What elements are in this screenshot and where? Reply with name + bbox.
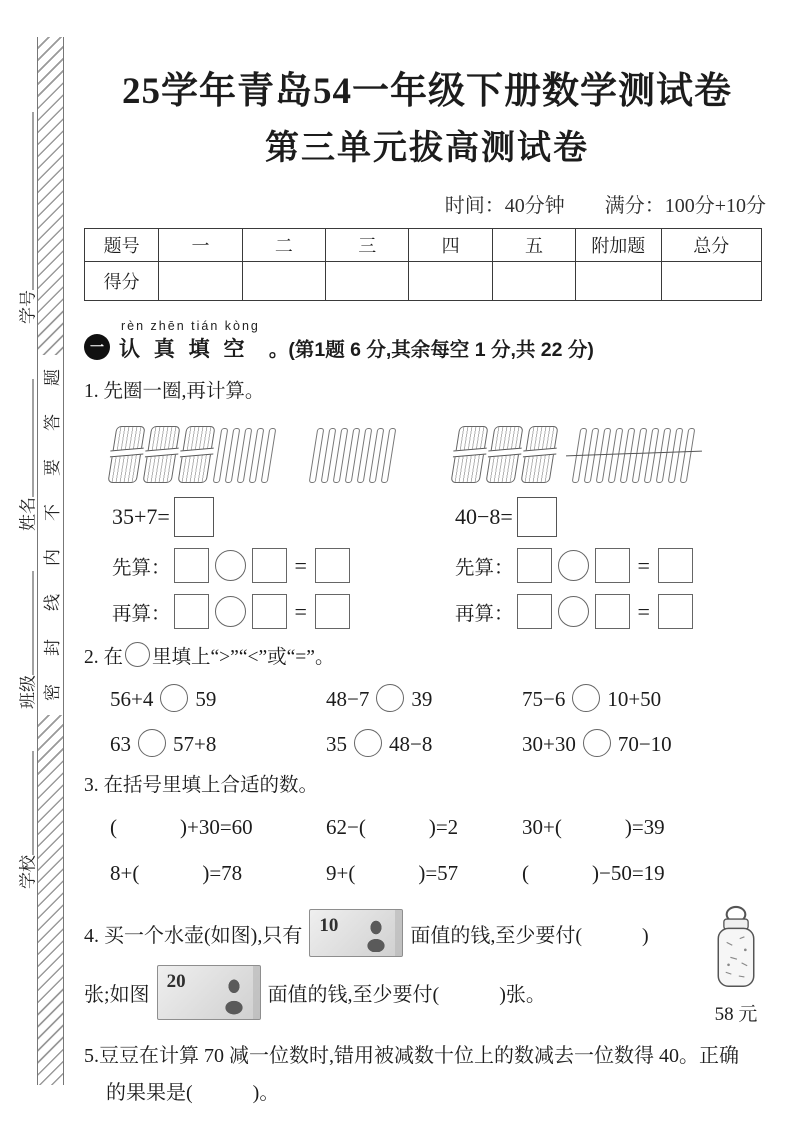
fill-blank-item[interactable]: 62−( )=2 — [326, 815, 459, 839]
kettle-figure — [704, 905, 768, 1026]
compare-right: 10+50 — [607, 687, 662, 711]
compare-left: 35 — [326, 732, 347, 756]
score-table-header: 总分 — [661, 229, 762, 262]
school-field[interactable] — [14, 751, 39, 889]
compare-left: 48−7 — [326, 687, 370, 711]
question-5-text-bold: 果 — [126, 1082, 146, 1104]
score-table-header: 五 — [492, 229, 575, 262]
first-step-label: 先算： — [112, 557, 171, 579]
question-1 — [84, 375, 770, 629]
compare-right: 70−10 — [617, 732, 672, 756]
question-2-items — [84, 684, 770, 757]
question-5-text: 的 — [106, 1082, 126, 1104]
answer-box[interactable] — [517, 497, 557, 537]
expression-40-minus-8: 40−8= — [455, 504, 513, 529]
question-2-label-prefix: 2. 在 — [84, 647, 124, 668]
seal-char: 内 — [43, 549, 62, 566]
first-step-label: 先算： — [455, 557, 514, 579]
seal-char: 线 — [43, 594, 62, 611]
compare-right: 48−8 — [389, 732, 433, 756]
fill-blank-item[interactable]: 9+( )=57 — [326, 861, 459, 885]
question-1-left — [84, 415, 427, 629]
stick-group — [455, 426, 560, 483]
compare-circle[interactable] — [160, 684, 188, 712]
question-5-line-2 — [84, 1075, 770, 1112]
sticks-illustration-right — [427, 415, 770, 483]
answer-box[interactable] — [315, 548, 350, 583]
equals-sign: = — [294, 598, 307, 624]
fill-blank-item[interactable]: 8+( )=78 — [110, 861, 243, 885]
kettle-image — [708, 905, 764, 991]
name-blank[interactable] — [17, 379, 33, 497]
question-5-text-bold: 豆豆在计算 — [99, 1045, 199, 1067]
fill-blank-item[interactable]: ( )+30=60 — [110, 815, 253, 839]
score-table — [84, 228, 762, 301]
question-2 — [84, 641, 770, 757]
page-title: 25学年青岛54一年级下册数学测试卷 — [122, 71, 732, 112]
seal-char: 封 — [43, 639, 62, 656]
score-cell[interactable] — [326, 262, 409, 301]
operand-box[interactable] — [174, 548, 209, 583]
section-1-header — [84, 319, 770, 363]
question-5 — [84, 1038, 770, 1112]
seal-char: 答 — [43, 414, 62, 431]
operator-circle[interactable] — [558, 550, 589, 581]
question-5-number: 5. — [84, 1045, 99, 1067]
question-5-blank[interactable]: 果是( )。 — [146, 1082, 280, 1104]
question-4-text-bold: 如图 — [109, 984, 150, 1006]
question-3-label: 3. 在括号里填上合适的数。 — [84, 775, 319, 796]
question-4-blank[interactable]: 面值的钱,至少要付( )张。 — [267, 984, 546, 1006]
score-table-header: 三 — [326, 229, 409, 262]
equals-sign: = — [637, 598, 650, 624]
operand-box[interactable] — [252, 594, 287, 629]
question-2-label — [84, 641, 770, 669]
section-score-note: 。(第1题 6 分,其余每空 1 分,共 22 分) — [268, 339, 594, 361]
banknote-portrait — [363, 917, 389, 952]
student-id-field[interactable] — [14, 112, 39, 324]
stick-bundle-of-10 — [485, 426, 523, 483]
seal-char: 题 — [43, 369, 62, 386]
fill-blank-item[interactable]: 30+( )=39 — [522, 815, 665, 839]
section-title: 认 真 填 空 — [119, 338, 249, 361]
class-label: 班级 — [18, 675, 38, 709]
operand-box[interactable] — [252, 548, 287, 583]
operand-box[interactable] — [595, 548, 630, 583]
seal-char: 密 — [43, 684, 62, 701]
question-2-label-suffix: 里填上“>”“<”或“=”。 — [152, 647, 335, 668]
compare-left: 63 — [110, 732, 131, 756]
score-table-header: 题号 — [85, 229, 159, 262]
question-4-text: 4. 买一个 — [84, 924, 164, 947]
banknote-edge — [395, 910, 402, 956]
student-id-label: 学号 — [18, 290, 38, 324]
question-1-right — [427, 415, 770, 629]
question-4-text: 张; — [84, 984, 110, 1006]
banknote-10-image — [309, 909, 403, 957]
section-number-badge: 一 — [84, 334, 110, 360]
question-3 — [84, 769, 770, 887]
second-step-label: 再算： — [455, 603, 514, 625]
blank-circle-icon — [125, 642, 150, 667]
score-cell[interactable] — [409, 262, 492, 301]
question-5-text: 70 减一位数时,错用被减数十位上的数减去一位数得 40。正确 — [199, 1045, 739, 1067]
name-label: 姓名 — [18, 497, 38, 531]
student-id-blank[interactable] — [17, 112, 33, 290]
sticks-illustration-left — [84, 415, 427, 483]
compare-left: 30+30 — [522, 732, 576, 756]
compare-item — [522, 729, 793, 757]
compare-left: 56+4 — [110, 687, 154, 711]
compare-circle[interactable] — [572, 684, 600, 712]
answer-box[interactable] — [658, 548, 693, 583]
operand-box[interactable] — [174, 594, 209, 629]
operator-circle[interactable] — [558, 596, 589, 627]
answer-box[interactable] — [174, 497, 214, 537]
equals-sign: = — [637, 552, 650, 578]
page-subtitle: 第三单元拔高测试卷 — [265, 130, 589, 167]
class-field[interactable] — [14, 571, 39, 709]
stick-group — [313, 428, 397, 483]
question-4 — [84, 909, 770, 1025]
score-table-header: 二 — [242, 229, 325, 262]
stick-group-crossed — [576, 428, 696, 483]
stick-bundle-of-10 — [450, 426, 488, 483]
price-label: 58 元 — [714, 1004, 758, 1025]
seal-hatch-bottom — [38, 715, 63, 1085]
question-1-label: 1. 先圈一圈,再计算。 — [84, 381, 265, 402]
compare-item — [110, 729, 326, 757]
school-blank[interactable] — [17, 751, 33, 855]
second-step-label: 再算： — [112, 603, 171, 625]
question-4-text: (如图),只有 — [204, 924, 303, 947]
time-score-meta: 时间：40分钟 满分：100分+10分 — [444, 195, 766, 217]
compare-circle[interactable] — [354, 729, 382, 757]
compare-item — [326, 729, 522, 757]
score-row-label: 得分 — [85, 262, 159, 301]
compare-item — [110, 684, 326, 712]
banknote-20-image — [157, 965, 261, 1020]
section-title-pinyin: rèn zhēn tián kòng — [121, 319, 260, 333]
class-blank[interactable] — [17, 571, 33, 675]
compare-item — [326, 684, 522, 712]
seal-char: 要 — [43, 459, 62, 476]
score-cell[interactable] — [242, 262, 325, 301]
compare-left: 75−6 — [522, 687, 566, 711]
question-4-blank[interactable]: 面值的钱,至少要付( ) — [410, 924, 649, 947]
compare-right: 39 — [411, 687, 433, 711]
seal-line-strip — [37, 37, 64, 1085]
seal-char: 不 — [43, 504, 62, 521]
score-cell[interactable] — [492, 262, 575, 301]
score-table-header: 一 — [159, 229, 242, 262]
answer-box[interactable] — [658, 594, 693, 629]
stick-bundle-of-10 — [520, 426, 558, 483]
operand-box[interactable] — [595, 594, 630, 629]
operator-circle[interactable] — [215, 550, 246, 581]
score-table-header: 附加题 — [576, 229, 661, 262]
banknote-edge — [253, 966, 260, 1019]
operand-box[interactable] — [517, 548, 552, 583]
answer-box[interactable] — [315, 594, 350, 629]
stick-bundle-of-10 — [107, 426, 145, 483]
question-4-text-bold: 水壶 — [164, 924, 204, 947]
banknote-20-denomination: 20 — [166, 971, 186, 992]
equals-sign: = — [294, 552, 307, 578]
question-3-items — [84, 811, 770, 887]
question-5-line-1 — [84, 1038, 770, 1075]
score-cell[interactable] — [661, 262, 762, 301]
compare-circle[interactable] — [583, 729, 611, 757]
paper-content — [84, 0, 770, 1112]
fill-blank-item[interactable]: ( )−50=19 — [522, 861, 665, 885]
compare-circle[interactable] — [376, 684, 404, 712]
banknote-portrait — [221, 974, 247, 1015]
stick-bundle-of-10 — [177, 426, 215, 483]
stick-group — [112, 426, 277, 483]
school-label: 学校 — [18, 855, 38, 889]
banknote-10-denomination: 10 — [319, 915, 339, 936]
score-table-header: 四 — [409, 229, 492, 262]
operator-circle[interactable] — [215, 596, 246, 627]
compare-right: 59 — [195, 687, 217, 711]
stick-bundle-of-10 — [142, 426, 180, 483]
compare-item — [522, 684, 793, 712]
score-cell[interactable] — [576, 262, 661, 301]
operand-box[interactable] — [517, 594, 552, 629]
seal-hatch-top — [38, 37, 63, 355]
compare-circle[interactable] — [138, 729, 166, 757]
expression-35-plus-7: 35+7= — [112, 504, 170, 529]
score-cell[interactable] — [159, 262, 242, 301]
compare-right: 57+8 — [173, 732, 217, 756]
name-field[interactable] — [14, 379, 39, 531]
